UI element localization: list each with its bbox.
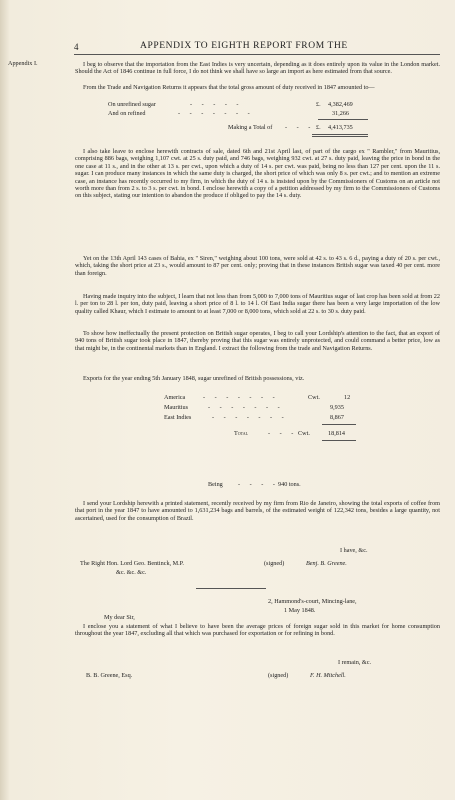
paragraph-bahia-sale: Yet on the 13th April 143 cases of Bahia, ex " Siren," weighing about 100 tons, were sold at 42 s. to 43 s. 6 d., paying a duty of 20 s. per cwt., which, taking the short price at 23 s., would amount to 87 per cent. only; proving that in these instances British sugar was taxed 40 per cent. more than foreign.: [75, 255, 440, 277]
duty-row-leader: - - - - - - -: [178, 110, 254, 117]
export-row-leader: - - - - - - -: [212, 414, 288, 421]
addressee-line: &c. &c. &c.: [116, 569, 147, 576]
paragraph-import-uncertainty: I beg to observe that the importation from the East Indies is very uncertain, depending as it does entirely upon its value in the London market. Should the Act of 1846 continue in full force, I do not think we shall have so large an import as here estimated from that source.: [75, 61, 440, 76]
export-total-value: 18,814: [328, 430, 346, 437]
signed-label: (signed): [268, 672, 289, 679]
export-row-value: 12: [344, 394, 351, 401]
separator-rule: [196, 588, 266, 589]
total-rule: [312, 134, 368, 135]
total-rule: [312, 136, 368, 137]
duty-total-currency: £.: [316, 124, 321, 131]
export-row-value: 9,935: [330, 404, 344, 411]
letter-closing: I remain, &c.: [338, 659, 371, 666]
duty-row-value: 4,382,469: [328, 101, 353, 108]
export-row-label: East Indies: [164, 414, 192, 421]
side-note: Appendix I.: [8, 60, 38, 67]
paragraph-mauritius-inquiry: Having made inquiry into the subject, I learn that not less than from 5,000 to 7,000 tons of Mauritius sugar of last crop has been sold at from 22 l. per ton to 28 l. per ton, duty paid, leaving a short price of 8 l. to 14 l. Of East India sugar there has been a very large importation of the low quality called Khaur, which I estimate to amount to at least 7,000 or 8,000 tons, which sold at 22 s. to 30 s. duty paid.: [75, 293, 440, 315]
paragraph-duty-intro: From the Trade and Navigation Returns it appears that the total gross amount of duty received in 1847 amounted to—: [83, 84, 375, 91]
header-rule: [74, 54, 440, 55]
letter-body: I enclose you a statement of what I believe to have been the average prices of foreign sugar sold in this market for home consumption throughout the year 1847, excluding all that which was purchased for exportation or for refining in bond.: [75, 623, 440, 638]
running-header: APPENDIX TO EIGHTH REPORT FROM THE: [140, 41, 348, 51]
export-row-leader: - - - - - - -: [208, 404, 284, 411]
export-total-label: Total: [234, 430, 249, 437]
letter-closing: I have, &c.: [340, 547, 368, 554]
export-total-leader: - - -: [268, 430, 298, 437]
sum-rule: [318, 119, 368, 120]
sum-rule: [322, 424, 356, 425]
export-row-label: America: [164, 394, 186, 401]
letter-salutation: My dear Sir,: [104, 614, 135, 621]
duty-total-label: Making a Total of: [228, 124, 273, 131]
export-row-label: Mauritius: [164, 404, 189, 411]
duty-row-leader: - - - - -: [190, 101, 243, 108]
letter-address: 2, Hammond's-court, Mincing-lane,: [268, 598, 357, 605]
export-row-value: 8,867: [330, 414, 344, 421]
duty-total-value: 4,413,735: [328, 124, 353, 131]
duty-row-value: 31,266: [332, 110, 350, 117]
paragraph-exports-intro: Exports for the year ending 5th January 1848, sugar unrefined of British possessions, viz.: [83, 375, 305, 382]
page-number: 4: [74, 42, 79, 52]
export-total-unit: Cwt.: [298, 430, 310, 437]
export-row-unit: Cwt.: [308, 394, 320, 401]
duty-total-leader: - - -: [285, 124, 315, 131]
addressee: B. B. Greene, Esq.: [86, 672, 133, 679]
addressee-line: The Right Hon. Lord Geo. Bentinck, M.P.: [80, 560, 184, 567]
being-value: 940 tons.: [278, 481, 301, 488]
sum-rule: [322, 440, 356, 441]
letter-date: 1 May 1848.: [284, 607, 316, 614]
export-row-leader: - - - - - - -: [203, 394, 279, 401]
signed-label: (signed): [264, 560, 285, 567]
paragraph-coffee-exports: I send your Lordship herewith a printed statement, recently received by my firm from Rio de Janeiro, showing the total exports of coffee from that port in the year 1847 to have amounted to 1,631,234 bags and barrels, of the estimated weight of 122,342 tons, besides a large quantity, not ascertained, used for the consumption of Brazil.: [75, 500, 440, 522]
paragraph-protection: To show how ineffectually the present protection on British sugar operates, I beg to call your Lordship's attention to the fact, that an export of 940 tons of British sugar took place in 1847, thereby proving that this sugar was entirely unprotected, and could command a better price, low as that might be, in the continental markets than in England. I extract the following from the trade and Navigation Returns.: [75, 330, 440, 352]
duty-row-label: And on refined: [108, 110, 146, 117]
paragraph-contracts-of-sale: I also take leave to enclose herewith contracts of sale, dated 6th and 21st April last, of part of the cargo ex " Rambler," from Mauritius, comprising 886 bags, weighing 1,107 cwt. at 25 s. duty paid, and 746 bags, weighing 932 cwt. at 27 s. duty paid, leaving the price in bond in the one case at 11 s., and in the other at 13 s. per cwt., upon which a duty of 14 s. per cwt. was paid, being no less than 127 per cent. upon the 11 s. sugar. I can produce many instances in which the same duty is charged, the short price of which was only 8 s. per cwt.; and to mention an extreme case, an instance has recently occurred to my firm, in which the duty of 14 s. is insisted upon by the Commissioners of Customs on an article not worth more than from 2 s. to 3 s. per cwt. in bond. I enclose herewith a copy of a petition addressed by my firm to the Commissioners of Customs on this subject, stating our intention to abandon the produce if obliged to pay the 14 s. duty.: [75, 148, 440, 200]
being-leader: - - - -: [238, 481, 279, 488]
signature: F. H. Mitchell.: [310, 672, 346, 679]
duty-row-label: On unrefined sugar: [108, 101, 156, 108]
being-label: Being: [208, 481, 223, 488]
duty-row-currency: £.: [316, 101, 321, 108]
signature: Benj. B. Greene.: [306, 560, 347, 567]
